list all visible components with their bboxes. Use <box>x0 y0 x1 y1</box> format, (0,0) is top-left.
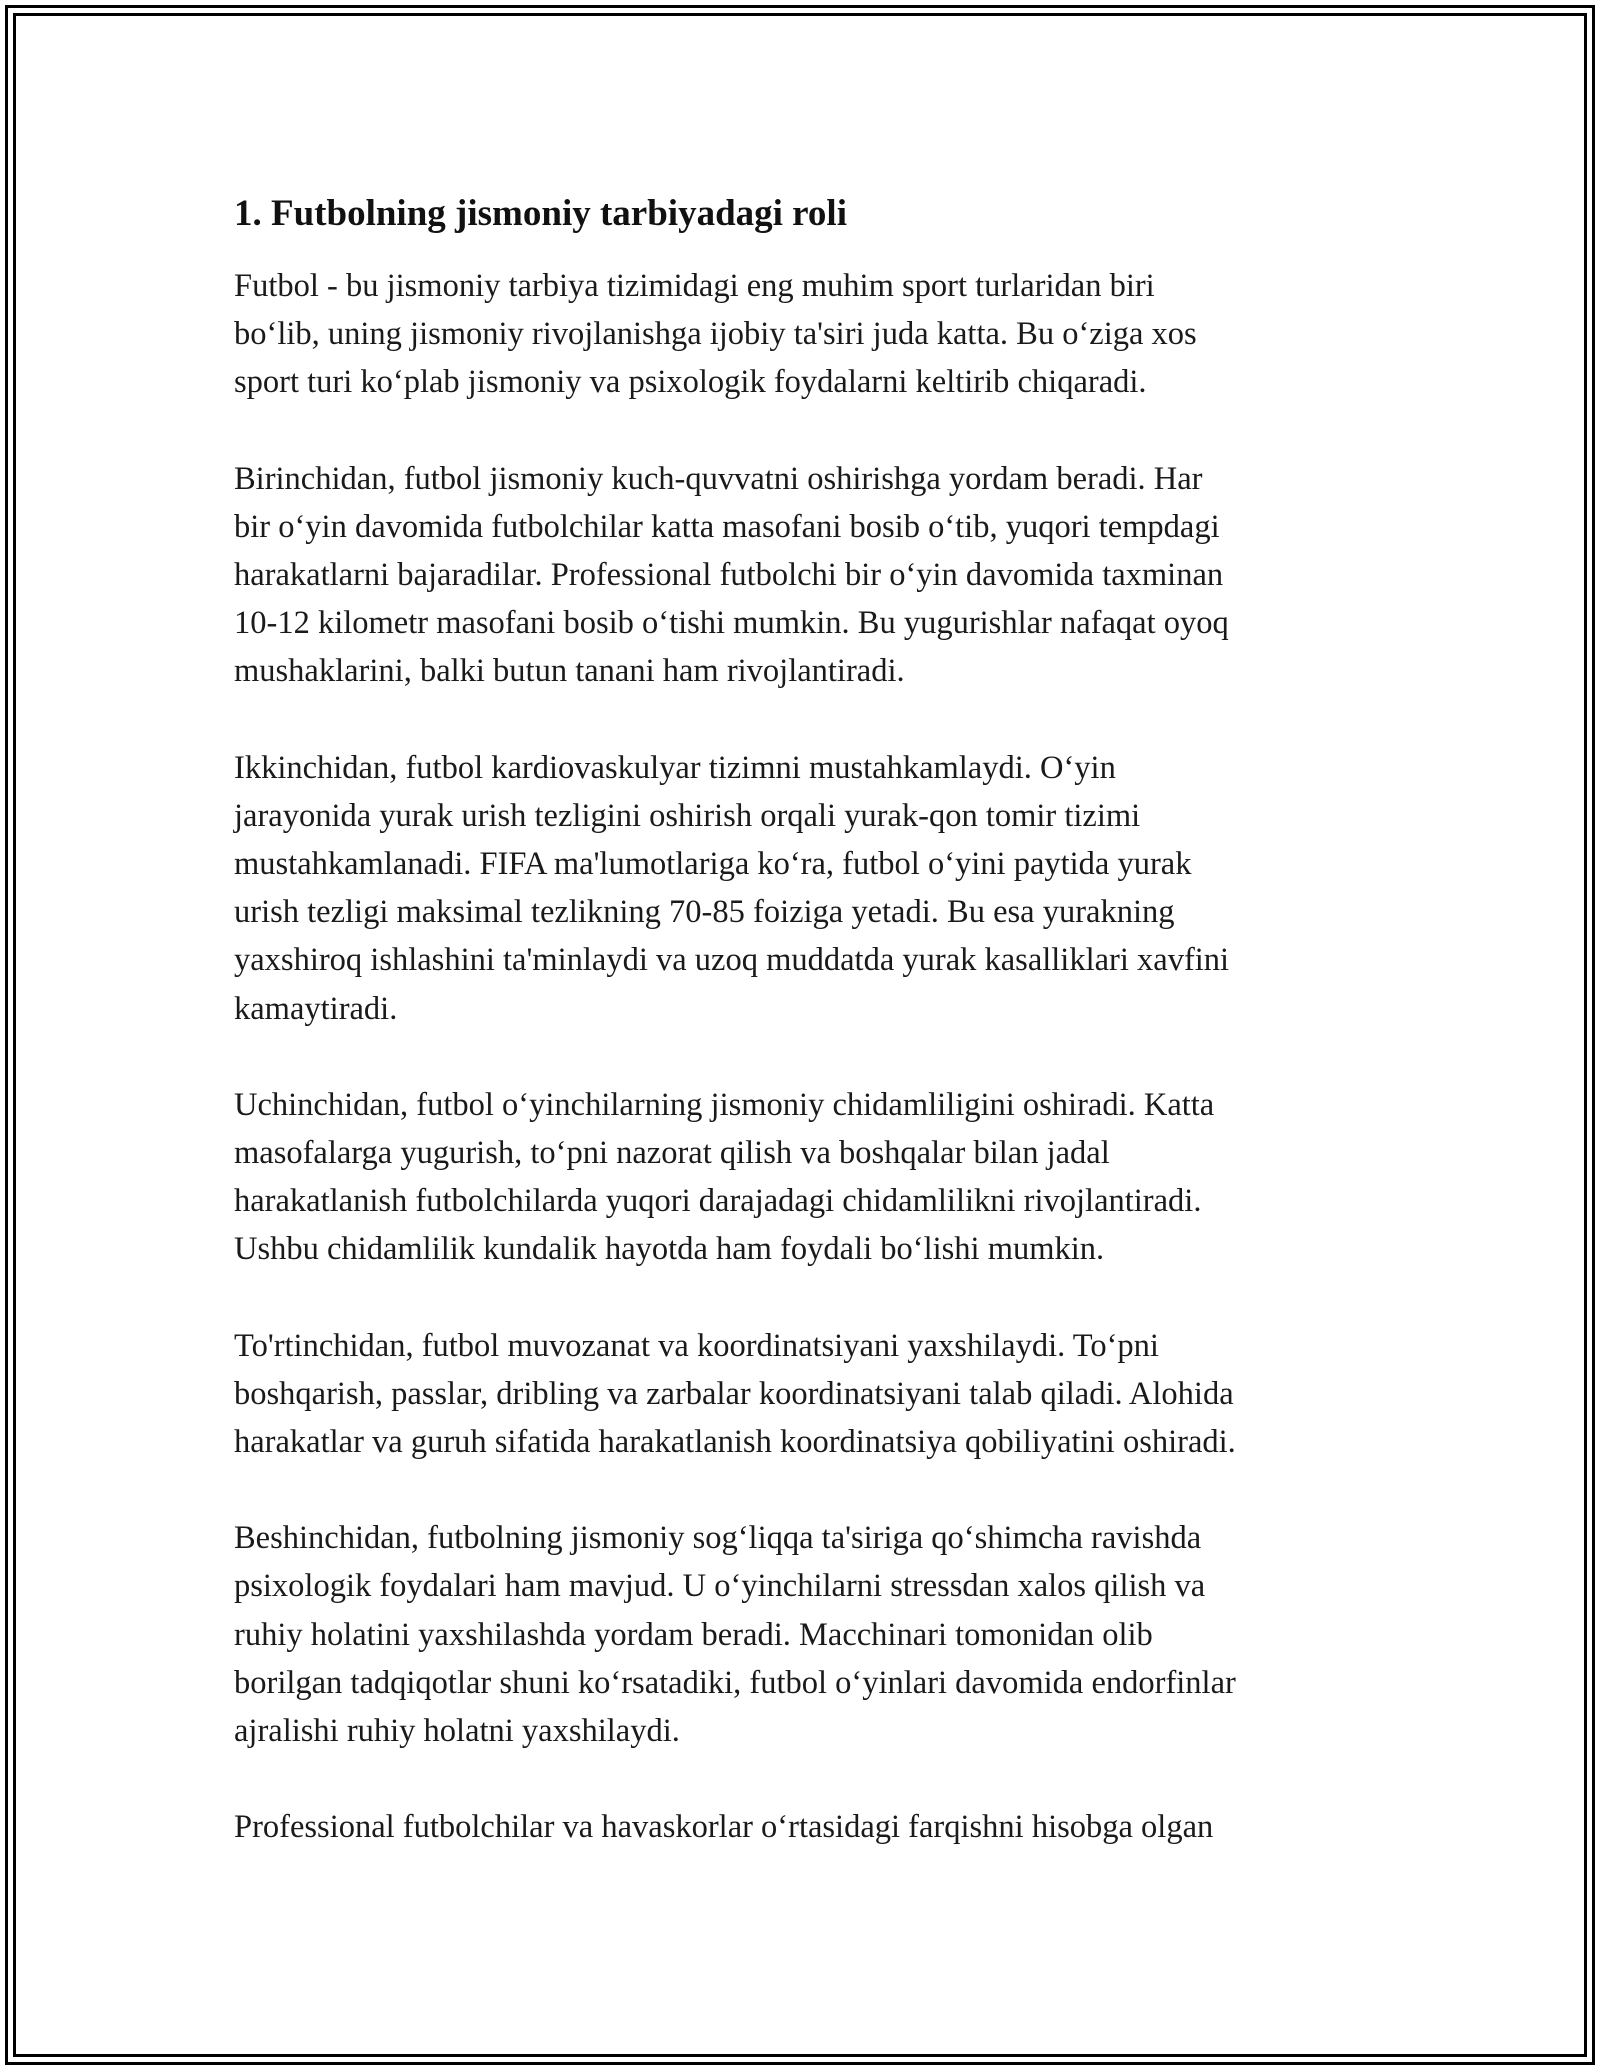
paragraph-line: urish tezligi maksimal tezlikning 70-85 foiziga yetadi. Bu esa yurakning <box>234 894 1175 931</box>
paragraph-line: harakatlarni bajaradilar. Professional futbolchi bir o‘yin davomida taxminan <box>234 557 1224 594</box>
paragraph-line: mustahkamlanadi. FIFA ma'lumotlariga ko‘ra, futbol o‘yini paytida yurak <box>234 846 1192 883</box>
paragraph-line: bir o‘yin davomida futbolchilar katta masofani bosib o‘tib, yuqori tempdagi <box>234 508 1220 545</box>
paragraph-line: Ushbu chidamlilik kundalik hayotda ham foydali bo‘lishi mumkin. <box>234 1231 1105 1268</box>
paragraph-line: boshqarish, passlar, dribling va zarbalar koordinatsiyani talab qiladi. Alohida <box>234 1375 1234 1412</box>
paragraph-fourth-point <box>234 1322 1374 1467</box>
paragraph-closing <box>234 1803 1374 1851</box>
paragraph-second-point <box>234 744 1374 1033</box>
paragraph-third-point <box>234 1081 1374 1274</box>
paragraph-line: psixologik foydalari ham mavjud. U o‘yinchilarni stressdan xalos qilish va <box>234 1568 1206 1605</box>
paragraph-line: jarayonida yurak urish tezligini oshirish orqali yurak-qon tomir tizimi <box>234 797 1141 834</box>
paragraph-line: mushaklarini, balki butun tanani ham rivojlantiradi. <box>234 653 905 690</box>
paragraph-line: masofalarga yugurish, to‘pni nazorat qilish va boshqalar bilan jadal <box>234 1135 1110 1172</box>
paragraph-line: borilgan tadqiqotlar shuni ko‘rsatadiki, futbol o‘yinlari davomida endorfinlar <box>234 1664 1236 1701</box>
paragraph-line: ajralishi ruhiy holatni yaxshilaydi. <box>234 1713 680 1750</box>
paragraph-line: sport turi ko‘plab jismoniy va psixologik foydalarni keltirib chiqaradi. <box>234 364 1147 401</box>
document-body <box>234 180 1374 1899</box>
paragraph-line: Futbol - bu jismoniy tarbiya tizimidagi eng muhim sport turlaridan biri <box>234 268 1155 304</box>
paragraph-line: To'rtinchidan, futbol muvozanat va koordinatsiyani yaxshilaydi. To‘pni <box>234 1327 1159 1364</box>
section-heading: 1. Futbolning jismoniy tarbiyadagi roli <box>234 193 847 234</box>
paragraph-line: Ikkinchidan, futbol kardiovaskulyar tizimni mustahkamlaydi. O‘yin <box>234 749 1116 786</box>
paragraph-line: harakatlar va guruh sifatida harakatlanish koordinatsiya qobiliyatini oshiradi. <box>234 1424 1236 1461</box>
paragraph-line: bo‘lib, uning jismoniy rivojlanishga ijobiy ta'siri juda katta. Bu o‘ziga xos <box>234 316 1197 353</box>
paragraph-intro <box>234 262 1374 407</box>
paragraph-line: Birinchidan, futbol jismoniy kuch-quvvatni oshirishga yordam beradi. Har <box>234 460 1203 497</box>
paragraph-line: ruhiy holatini yaxshilashda yordam beradi. Macchinari tomonidan olib <box>234 1616 1153 1653</box>
paragraph-fifth-point <box>234 1514 1374 1755</box>
paragraph-line: yaxshiroq ishlashini ta'minlaydi va uzoq muddatda yurak kasalliklari xavfini <box>234 942 1230 979</box>
paragraph-line: 10-12 kilometr masofani bosib o‘tishi mumkin. Bu yugurishlar nafaqat oyoq <box>234 605 1229 642</box>
paragraph-first-point <box>234 455 1374 696</box>
paragraph-line: harakatlanish futbolchilarda yuqori darajadagi chidamlilikni rivojlantiradi. <box>234 1183 1202 1220</box>
paragraph-line: kamaytiradi. <box>234 990 398 1027</box>
paragraph-line: Beshinchidan, futbolning jismoniy sog‘liqqa ta'siriga qo‘shimcha ravishda <box>234 1520 1202 1557</box>
paragraph-line: Professional futbolchilar va havaskorlar o‘rtasidagi farqishni hisobga olgan <box>234 1809 1214 1846</box>
paragraph-line: Uchinchidan, futbol o‘yinchilarning jismoniy chidamliligini oshiradi. Katta <box>234 1086 1215 1123</box>
